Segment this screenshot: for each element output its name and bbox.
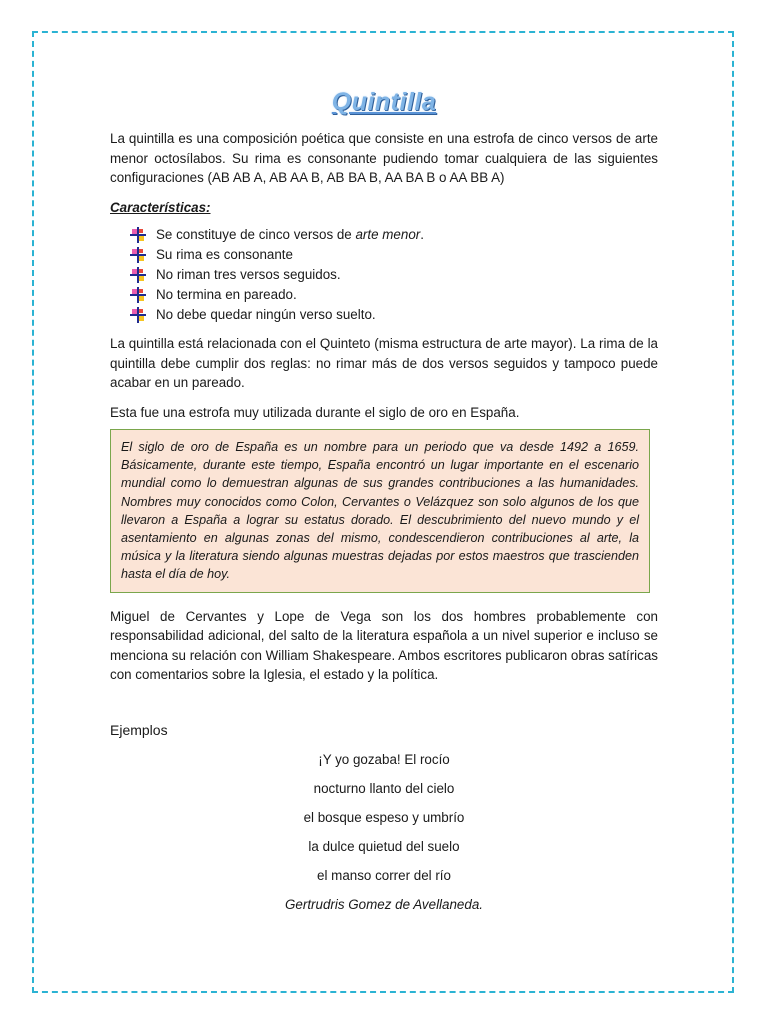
cervantes-paragraph: Miguel de Cervantes y Lope de Vega son los dos hombres probablemente con responsabilidad adicional, del salto de la literatura española a un nivel superior e incluso se menciona su relación con William Shakespeare. Ambos escritores publicaron obras satíricas con comentarios sobre la Iglesia, el estado y la política. <box>110 608 658 683</box>
intro-paragraph: La quintilla es una composición poética que consiste en una estrofa de cinco versos de arte menor octosílabos. Su rima es consonante pudiendo tomar cualquiera de las siguientes configuraciones (AB AB A, AB AA B, AB BA B, AA BA B o AA BB A) <box>110 131 658 185</box>
list-item-text: No riman tres versos seguidos. <box>156 267 341 283</box>
example-poem <box>110 750 658 924</box>
bullet-icon <box>130 287 146 303</box>
quinteto-paragraph: La quintilla está relacionada con el Quinteto (misma estructura de arte mayor). La rima de la quintilla debe cumplir dos reglas: no rimar más de dos versos seguidos y tampoco puede acabar en un pareado. <box>110 336 658 390</box>
characteristics-heading: Características: <box>110 199 211 215</box>
list-item <box>130 225 658 245</box>
box-text: El siglo de oro de España es un nombre para un periodo que va desde 1492 a 1659. Básicamente, durante este tiempo, España encontró un lugar importante en el escenario mundial como lo demuestran algunas de sus grandes contribuciones a las humanidades. Nombres muy conocidos como Colon, Cervantes o Velázquez son solo algunos de los que llevaron a España a lograr su estatus dorado. El descubrimiento del nuevo mundo y el asentamiento en algunas zonas del mismo, condescendieron contribuciones al arte, la música y la literatura siendo algunas muestras dejadas por estos maestros que trascienden hasta el día de hoy. <box>121 440 639 582</box>
list-item-text: Se constituye de cinco versos de arte menor. <box>156 227 424 243</box>
poem-line: el bosque espeso y umbrío <box>303 810 465 826</box>
bullet-icon <box>130 247 146 263</box>
poem-line: ¡Y yo gozaba! El rocío <box>318 752 450 768</box>
list-item <box>130 305 658 325</box>
examples-heading: Ejemplos <box>110 721 168 738</box>
bullet-icon <box>130 227 146 243</box>
list-item-text: No debe quedar ningún verso suelto. <box>156 307 376 323</box>
poem-line: nocturno llanto del cielo <box>313 781 455 797</box>
poem-line: la dulce quietud del suelo <box>308 839 460 855</box>
siglo-oro-box <box>110 429 650 593</box>
poem-author: Gertrudris Gomez de Avellaneda. <box>285 897 483 913</box>
page-title: Quintilla <box>331 88 437 116</box>
list-item-text: No termina en pareado. <box>156 287 297 303</box>
poem-line: el manso correr del río <box>317 868 451 884</box>
list-item <box>130 265 658 285</box>
siglo-oro-paragraph: Esta fue una estrofa muy utilizada durante el siglo de oro en España. <box>110 404 520 420</box>
bullet-icon <box>130 267 146 283</box>
list-item-text: Su rima es consonante <box>156 247 293 263</box>
list-item <box>130 245 658 265</box>
list-item <box>130 285 658 305</box>
document-body <box>110 86 658 924</box>
characteristics-list <box>110 225 658 325</box>
bullet-icon <box>130 307 146 323</box>
